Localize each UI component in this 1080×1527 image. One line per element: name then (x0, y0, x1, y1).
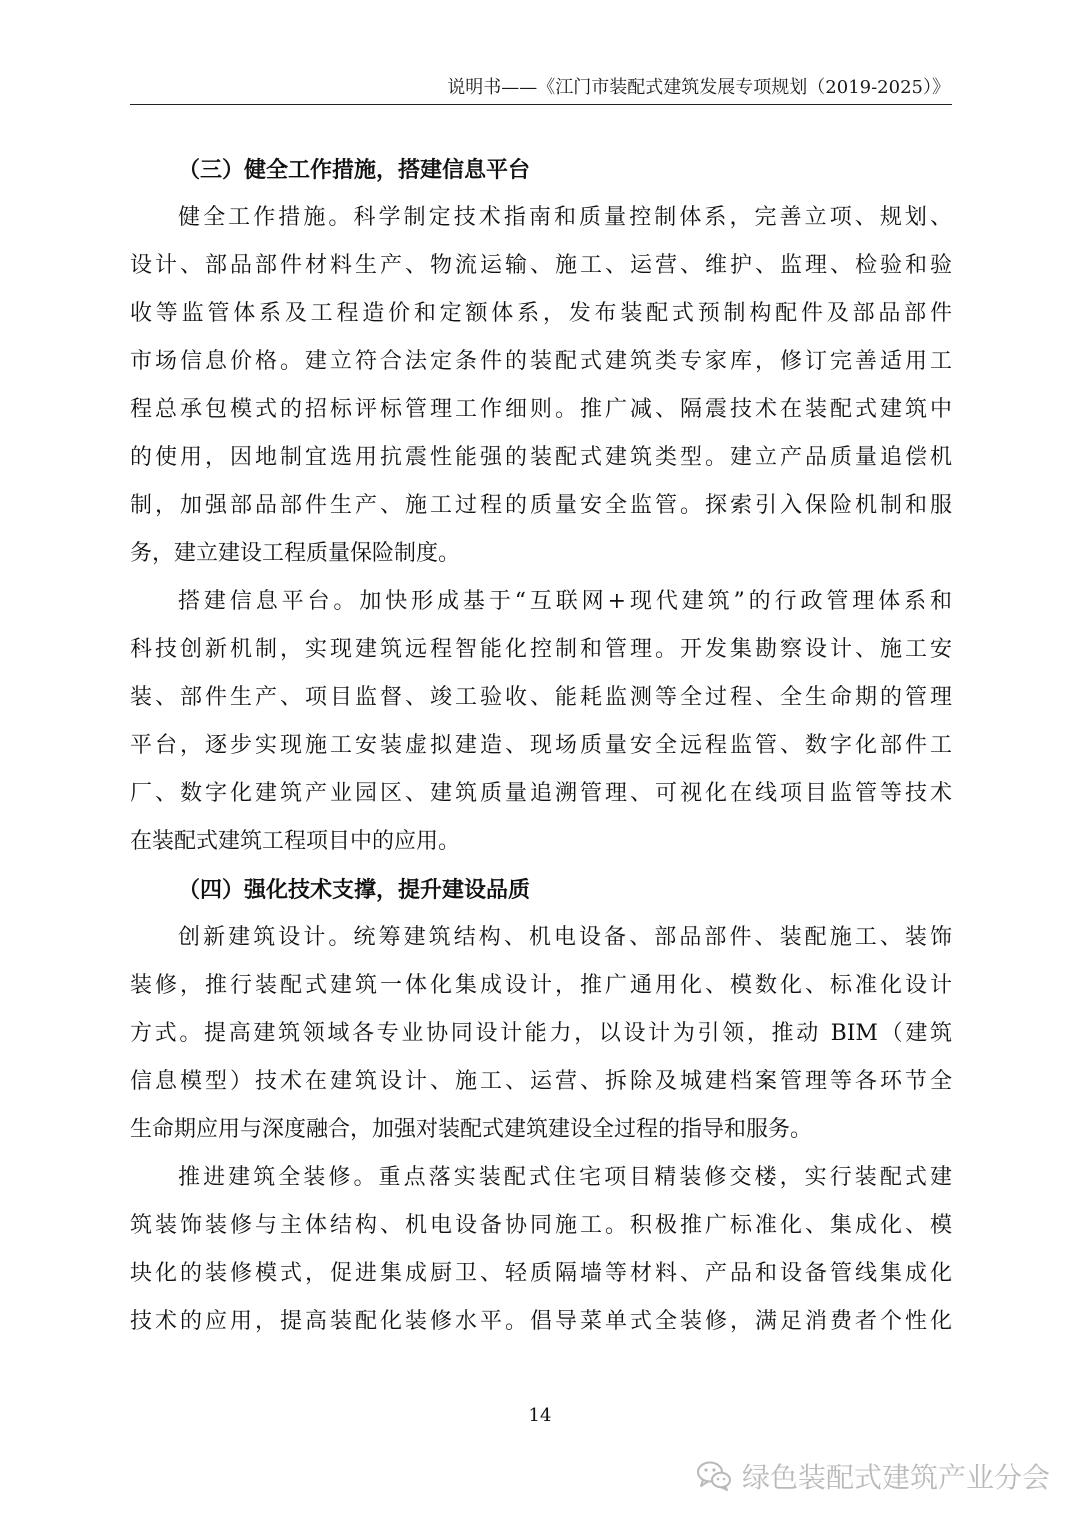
text-line: 制，加强部品部件生产、施工过程的质量安全监管。探索引入保险机制和服 (130, 493, 952, 518)
text-line: 平台，逐步实现施工安装虚拟建造、现场质量安全远程监管、数字化部件工 (130, 733, 952, 758)
text-line: 筑装饰装修与主体结构、机电设备协同施工。积极推广标准化、集成化、模 (130, 1213, 952, 1238)
header-rule (130, 104, 952, 105)
running-header: 说明书——《江门市装配式建筑发展专项规划（2019-2025）》 (447, 77, 950, 98)
paragraph-full-decoration (130, 1154, 952, 1346)
paragraph-design-innovation (130, 914, 952, 1154)
text-line: 生命期应用与深度融合，加强对装配式建筑建设全过程的指导和服务。 (130, 1117, 813, 1142)
section-heading-4: （四）强化技术支撑，提升建设品质 (178, 877, 531, 903)
text-line: 搭建信息平台。加快形成基于“互联网+现代建筑”的行政管理体系和 (178, 589, 952, 614)
text-line: 程总承包模式的招标评标管理工作细则。推广减、隔震技术在装配式建筑中 (130, 397, 952, 422)
watermark (696, 1456, 1050, 1496)
text-line: 创新建筑设计。统筹建筑结构、机电设备、部品部件、装配施工、装饰 (178, 925, 952, 950)
text-line: 科技创新机制，实现建筑远程智能化控制和管理。开发集勘察设计、施工安 (130, 637, 952, 662)
text-line: 健全工作措施。科学制定技术指南和质量控制体系，完善立项、规划、 (178, 205, 952, 230)
text-line: 装、部件生产、项目监督、竣工验收、能耗监测等全过程、全生命期的管理 (130, 685, 952, 710)
text-line: 推进建筑全装修。重点落实装配式住宅项目精装修交楼，实行装配式建 (178, 1165, 952, 1190)
text-line: 装修，推行装配式建筑一体化集成设计，推广通用化、模数化、标准化设计 (130, 973, 952, 998)
text-line: 厂、数字化建筑产业园区、建筑质量追溯管理、可视化在线项目监管等技术 (130, 781, 952, 806)
wechat-icon (696, 1460, 732, 1492)
text-line: 市场信息价格。建立符合法定条件的装配式建筑类专家库，修订完善适用工 (130, 349, 952, 374)
body-content (130, 146, 952, 1346)
watermark-text: 绿色装配式建筑产业分会 (741, 1461, 1050, 1494)
text-line: 收等监管体系及工程造价和定额体系，发布装配式预制构配件及部品部件 (130, 301, 952, 326)
paragraph-work-measures (130, 194, 952, 578)
text-line: 方式。提高建筑领域各专业协同设计能力，以设计为引领，推动 BIM（建筑 (130, 1021, 952, 1046)
text-line: 设计、部品部件材料生产、物流运输、施工、运营、维护、监理、检验和验 (130, 253, 952, 278)
text-line: 块化的装修模式，促进集成厨卫、轻质隔墙等材料、产品和设备管线集成化 (130, 1261, 952, 1286)
text-line: 在装配式建筑工程项目中的应用。 (130, 829, 461, 854)
text-line: 务，建立建设工程质量保险制度。 (130, 541, 461, 566)
text-line: 的使用，因地制宜选用抗震性能强的装配式建筑类型。建立产品质量追偿机 (130, 445, 952, 470)
text-line: 技术的应用，提高装配化装修水平。倡导菜单式全装修，满足消费者个性化 (130, 1309, 952, 1334)
page-number: 14 (528, 1405, 552, 1426)
text-line: 信息模型）技术在建筑设计、施工、运营、拆除及城建档案管理等各环节全 (130, 1069, 952, 1094)
section-heading-3: （三）健全工作措施，搭建信息平台 (178, 157, 531, 183)
paragraph-info-platform (130, 578, 952, 866)
